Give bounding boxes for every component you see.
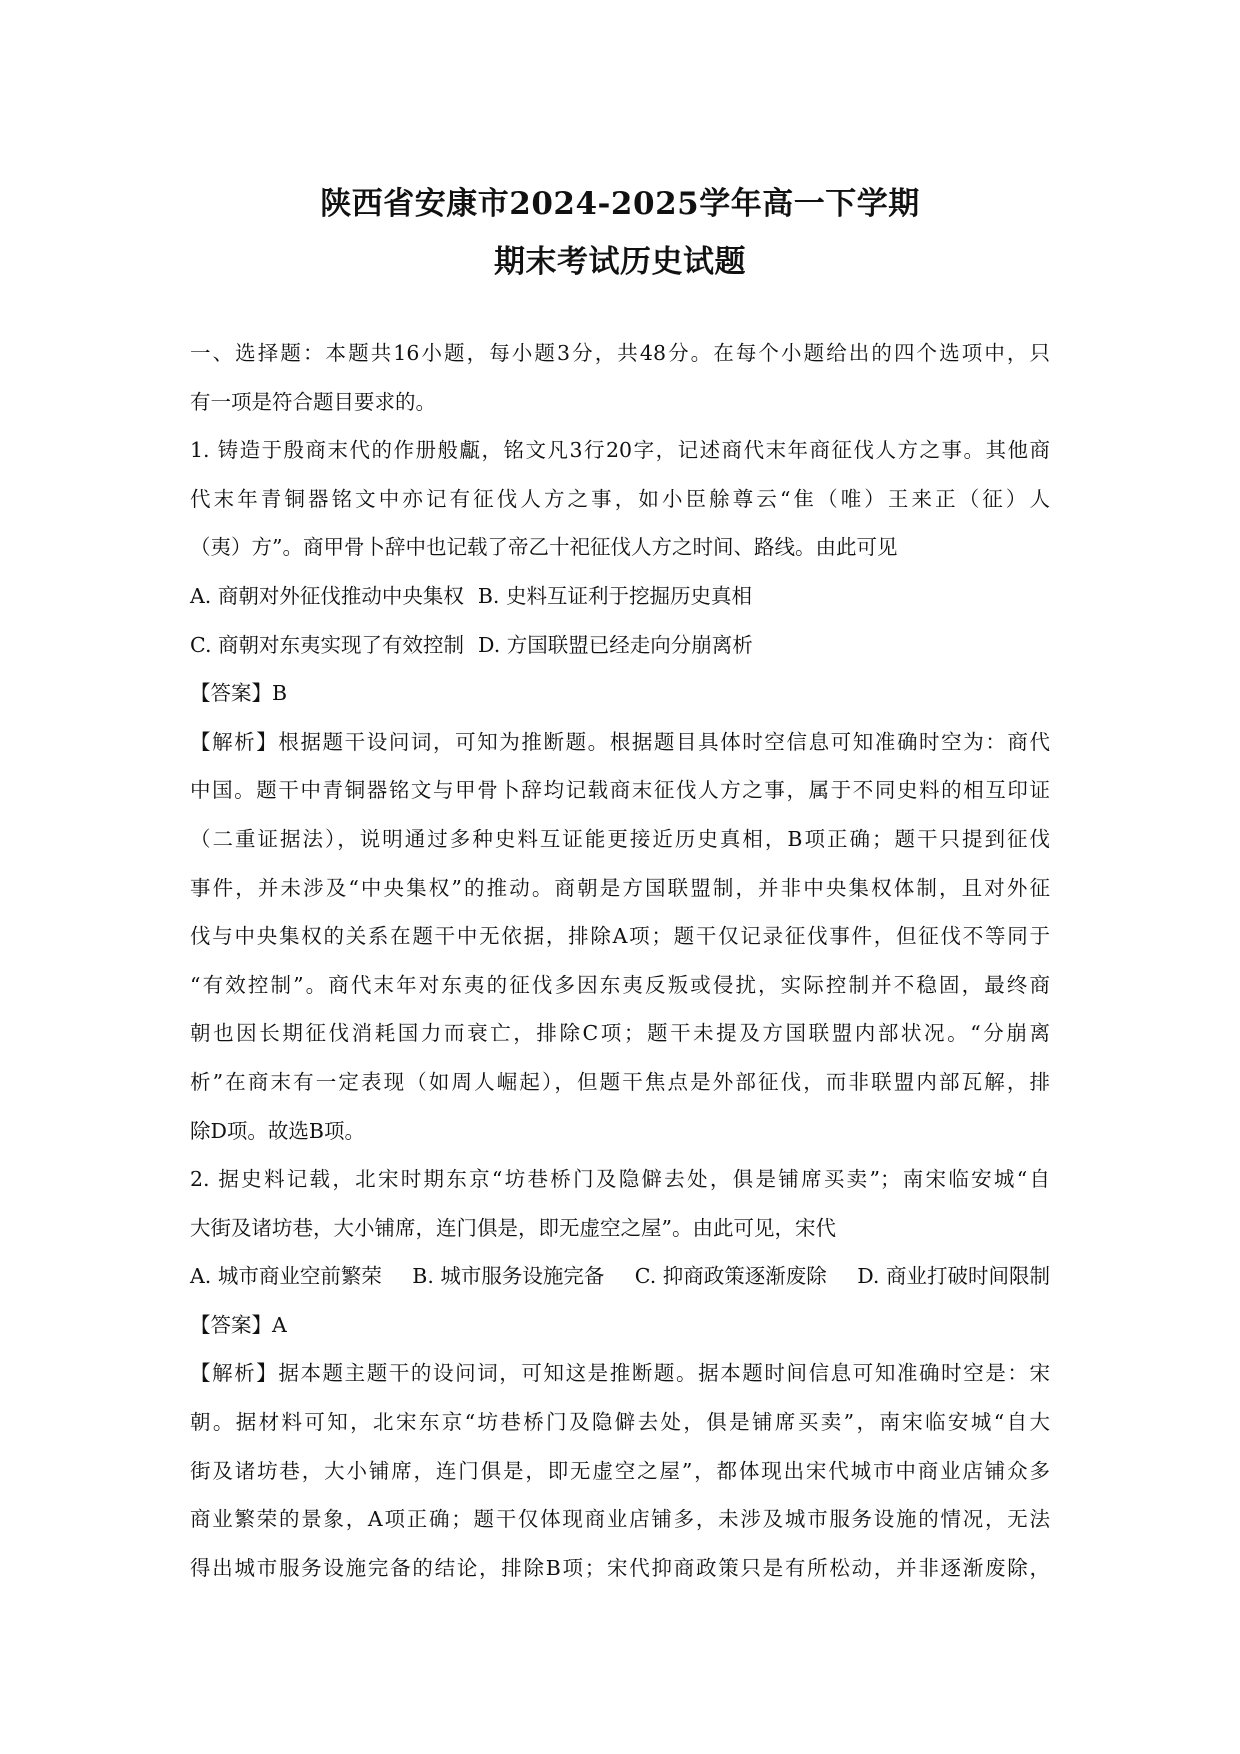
- q2-analysis-line: 商业繁荣的景象，A项正确；题干仅体现商业店铺多，未涉及城市服务设施的情况，无法: [190, 1507, 1050, 1532]
- document-body: [190, 329, 1050, 1592]
- q2-analysis-line: 得出城市服务设施完备的结论，排除B项；宋代抑商政策只是有所松动，并非逐渐废除，: [190, 1555, 1050, 1580]
- q1-analysis-line: 事件，并未涉及“中央集权”的推动。商朝是方国联盟制，并非中央集权体制，且对外征: [190, 875, 1050, 900]
- q2-option-b: B. 城市服务设施完备: [412, 1264, 605, 1289]
- q1-analysis-line: （二重证据法），说明通过多种史料互证能更接近历史真相，B项正确；题干只提到征伐: [190, 826, 1050, 851]
- q1-analysis-line: 伐与中央集权的关系在题干中无依据，排除A项；题干仅记录征伐事件，但征伐不等同于: [190, 924, 1050, 949]
- document-title-line2: 期末考试历史试题: [494, 244, 746, 280]
- q2-analysis-line: 【解析】据本题主题干的设问词，可知这是推断题。据本题时间信息可知准确时空是：宋: [190, 1361, 1050, 1386]
- section-heading-line: 一、选择题：本题共16小题，每小题3分，共48分。在每个小题给出的四个选项中，只: [190, 341, 1050, 365]
- q1-analysis-line: 【解析】根据题干设问词，可知为推断题。根据题目具体时空信息可知准确时空为：商代: [190, 729, 1050, 754]
- q1-stem-line: 代末年青铜器铭文中亦记有征伐人方之事，如小臣艅尊云“隹（唯）王来正（征）人: [190, 486, 1050, 511]
- q1-option-d: D. 方国联盟已经走向分崩离析: [478, 632, 753, 657]
- q2-stem-line: 2. 据史料记载，北宋时期东京“坊巷桥门及隐僻去处，俱是铺席买卖”；南宋临安城“自: [190, 1167, 1050, 1192]
- q2-analysis-line: 街及诸坊巷，大小铺席，连门俱是，即无虚空之屋”，都体现出宋代城市中商业店铺众多: [190, 1458, 1050, 1483]
- q1-stem-line: （夷）方”。商甲骨卜辞中也记载了帝乙十祀征伐人方之时间、路线。由此可见: [190, 535, 898, 560]
- q2-stem-line: 大街及诸坊巷，大小铺席，连门俱是，即无虚空之屋”。由此可见，宋代: [190, 1215, 836, 1240]
- section-heading-line: 有一项是符合题目要求的。: [190, 389, 436, 414]
- q1-options-row: [190, 621, 1050, 670]
- q1-analysis-line: 朝也因长期征伐消耗国力而衰亡，排除C项；题干未提及方国联盟内部状况。“分崩离: [190, 1021, 1050, 1046]
- q1-analysis-line: 中国。题干中青铜器铭文与甲骨卜辞均记载商末征伐人方之事，属于不同史料的相互印证: [190, 778, 1050, 803]
- q2-option-a: A. 城市商业空前繁荣: [190, 1264, 382, 1289]
- q1-options-row: [190, 572, 1050, 621]
- q2-answer: 【答案】A: [190, 1312, 287, 1337]
- q1-analysis-line: “有效控制”。商代末年对东夷的征伐多因东夷反叛或侵扰，实际控制并不稳固，最终商: [190, 972, 1050, 997]
- q2-option-d: D. 商业打破时间限制: [857, 1264, 1050, 1289]
- q2-analysis-line: 朝。据材料可知，北宋东京“坊巷桥门及隐僻去处，俱是铺席买卖”，南宋临安城“自大: [190, 1410, 1050, 1435]
- q1-analysis-line: 除D项。故选B项。: [190, 1118, 366, 1143]
- q1-stem-line: 1. 铸造于殷商末代的作册般甗，铭文凡3行20字，记述商代末年商征伐人方之事。其他商: [190, 438, 1050, 463]
- q1-option-a: A. 商朝对外征伐推动中央集权: [190, 583, 464, 608]
- q1-analysis-line: 析”在商末有一定表现（如周人崛起），但题干焦点是外部征伐，而非联盟内部瓦解，排: [190, 1069, 1050, 1094]
- q1-answer: 【答案】B: [190, 681, 288, 706]
- q2-options-row: [190, 1252, 1050, 1301]
- document-title-line1: 陕西省安康市2024-2025学年高一下学期: [320, 186, 920, 222]
- q1-option-b: B. 史料互证利于挖掘历史真相: [477, 583, 752, 608]
- q2-option-c: C. 抑商政策逐渐废除: [634, 1264, 827, 1289]
- q1-option-c: C. 商朝对东夷实现了有效控制: [190, 632, 464, 657]
